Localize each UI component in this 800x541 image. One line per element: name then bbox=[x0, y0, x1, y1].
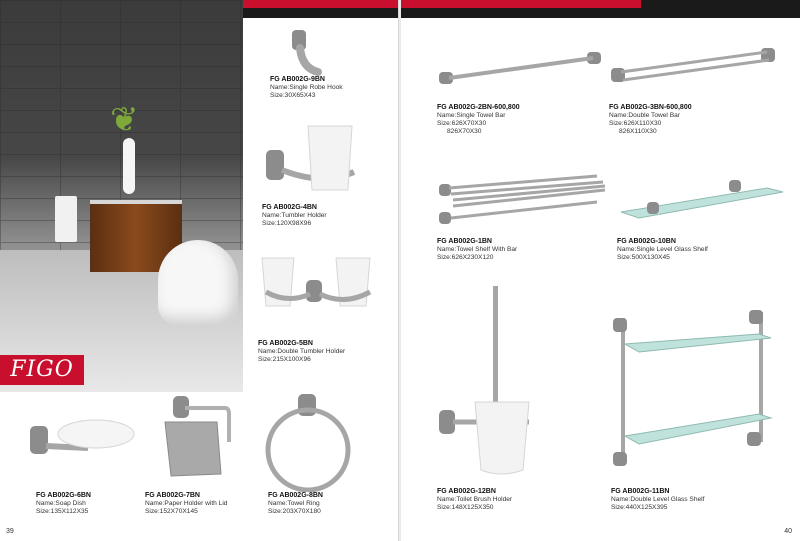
towel-ring-caption bbox=[268, 492, 323, 516]
product-code: FG AB002G-12BN bbox=[437, 488, 496, 495]
product-name: Name:Double Towel Bar bbox=[609, 112, 680, 119]
brand-logo: FIGO bbox=[0, 355, 84, 385]
toilet-brush-holder-image bbox=[437, 282, 547, 482]
product-size: Size:500X130X45 bbox=[617, 254, 670, 261]
product-code: FG AB002G-4BN bbox=[262, 204, 317, 211]
towel-shelf-caption bbox=[437, 238, 517, 262]
product-code: FG AB002G-2BN-600,800 bbox=[437, 104, 520, 111]
hanging-towel bbox=[55, 196, 77, 242]
product-size-alt: 826X110X30 bbox=[619, 128, 657, 135]
bathroom-photo bbox=[0, 0, 243, 392]
paper-holder-caption bbox=[145, 492, 227, 516]
single-towel-bar-image bbox=[437, 48, 607, 88]
right-page bbox=[401, 0, 800, 541]
single-towel-bar-caption bbox=[437, 104, 520, 136]
robe-hook-image bbox=[270, 28, 330, 78]
plant-icon: ❦ bbox=[110, 101, 139, 139]
product-size: Size:148X125X350 bbox=[437, 504, 494, 511]
product-robe-hook bbox=[270, 28, 343, 99]
soap-dish-caption bbox=[36, 492, 91, 516]
product-code: FG AB002G-1BN bbox=[437, 238, 492, 245]
tumbler-holder-image bbox=[262, 120, 362, 200]
product-size: Size:626X230X120 bbox=[437, 254, 494, 261]
vase bbox=[123, 138, 135, 194]
product-single-towel-bar bbox=[437, 48, 607, 135]
product-size: Size:215X100X96 bbox=[258, 356, 311, 363]
product-size: Size:30X65X43 bbox=[270, 92, 316, 99]
product-size: Size:626X70X30 bbox=[437, 120, 487, 127]
product-name: Name:Soap Dish bbox=[36, 500, 86, 507]
product-code: FG AB002G-10BN bbox=[617, 238, 676, 245]
product-size-alt: 826X70X30 bbox=[447, 128, 482, 135]
product-name: Name:Single Level Glass Shelf bbox=[617, 246, 708, 253]
product-toilet-brush-holder bbox=[437, 282, 547, 511]
product-size: Size:440X125X395 bbox=[611, 504, 668, 511]
product-code: FG AB002G-8BN bbox=[268, 492, 323, 499]
page-number: 39 bbox=[6, 528, 14, 535]
top-accent-bar bbox=[243, 0, 399, 8]
product-name: Name:Paper Holder with Lid bbox=[145, 500, 228, 507]
toilet bbox=[158, 240, 238, 324]
product-towel-ring bbox=[262, 392, 362, 515]
soap-dish-image bbox=[28, 412, 138, 462]
double-glass-shelf-image bbox=[611, 308, 781, 478]
product-size: Size:203X70X180 bbox=[268, 508, 321, 515]
product-double-tumbler-holder bbox=[258, 254, 378, 363]
single-glass-shelf-caption bbox=[617, 238, 708, 262]
product-size: Size:135X112X35 bbox=[36, 508, 89, 515]
towel-shelf-image bbox=[437, 172, 609, 232]
product-single-glass-shelf bbox=[617, 178, 787, 261]
top-accent-bar bbox=[401, 0, 641, 8]
product-code: FG AB002G-9BN bbox=[270, 76, 325, 83]
product-name: Name:Tumbler Holder bbox=[262, 212, 327, 219]
product-soap-dish bbox=[28, 412, 138, 515]
tumbler-holder-caption bbox=[262, 204, 327, 228]
paper-holder-image bbox=[145, 392, 245, 482]
product-code: FG AB002G-5BN bbox=[258, 340, 313, 347]
product-name: Name:Single Robe Hook bbox=[270, 84, 343, 91]
double-towel-bar-caption bbox=[609, 104, 692, 136]
double-tumbler-holder-image bbox=[258, 254, 378, 314]
double-glass-shelf-caption bbox=[611, 488, 704, 512]
product-name: Name:Toilet Brush Holder bbox=[437, 496, 513, 503]
product-name: Name:Single Towel Bar bbox=[437, 112, 506, 119]
product-tumbler-holder bbox=[262, 120, 362, 227]
product-name: Name:Double Tumbler Holder bbox=[258, 348, 346, 355]
product-towel-shelf bbox=[437, 172, 609, 261]
product-size: Size:626X110X30 bbox=[609, 120, 662, 127]
page-number: 40 bbox=[784, 528, 792, 535]
toilet-brush-holder-caption bbox=[437, 488, 512, 512]
double-towel-bar-image bbox=[609, 42, 779, 88]
product-double-glass-shelf bbox=[611, 308, 781, 511]
product-name: Name:Towel Ring bbox=[268, 500, 320, 507]
product-code: FG AB002G-6BN bbox=[36, 492, 91, 499]
single-glass-shelf-image bbox=[617, 178, 787, 224]
towel-ring-image bbox=[262, 392, 362, 492]
product-double-towel-bar bbox=[609, 42, 779, 135]
product-name: Name:Double Level Glass Shelf bbox=[611, 496, 705, 503]
product-code: FG AB002G-7BN bbox=[145, 492, 200, 499]
product-name: Name:Towel Shelf With Bar bbox=[437, 246, 518, 253]
product-paper-holder bbox=[145, 392, 245, 515]
product-code: FG AB002G-11BN bbox=[611, 488, 670, 495]
product-code: FG AB002G-3BN-600,800 bbox=[609, 104, 692, 111]
left-page bbox=[0, 0, 399, 541]
product-size: Size:152X70X145 bbox=[145, 508, 198, 515]
robe-hook-caption bbox=[270, 76, 343, 100]
product-size: Size:120X98X96 bbox=[262, 220, 312, 227]
double-tumbler-holder-caption bbox=[258, 340, 345, 364]
